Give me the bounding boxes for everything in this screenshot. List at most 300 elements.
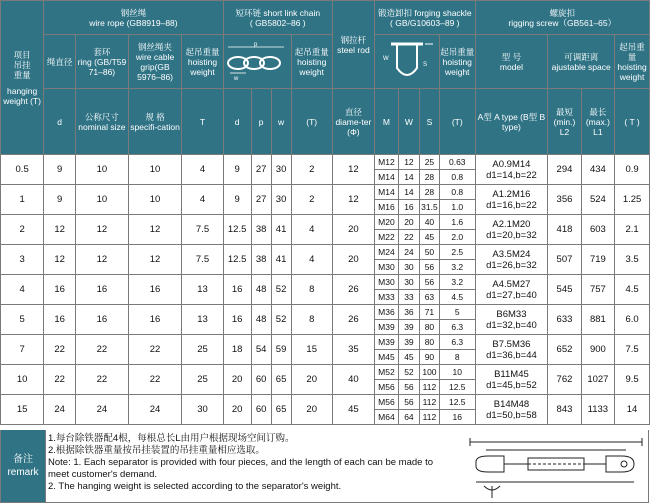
shackle-st-value: 6.3 — [451, 337, 464, 347]
chain-drawing-cell — [223, 35, 291, 89]
chain-w-cell: 59 — [271, 335, 291, 365]
model-cell — [475, 245, 548, 275]
shackle-m-value: M33 — [375, 289, 398, 304]
shackle-m-value: M14 — [375, 169, 398, 184]
shackle-m-cell — [374, 395, 398, 425]
col-d: d — [44, 89, 76, 155]
col-M: M — [374, 89, 398, 155]
shackle-m-cell — [374, 245, 398, 275]
hanging-weight-cell: 2 — [1, 215, 44, 245]
screw-t-cell: 1.25 — [615, 185, 650, 215]
chain-d-cell: 16 — [223, 275, 251, 305]
chain-d-cell: 20 — [223, 365, 251, 395]
model-cell — [475, 185, 548, 215]
remark-line-1: 1.每台除铁器配4根，每根总长L由用户根据现场空间订购。 — [48, 433, 295, 444]
col-chain-T: (T) — [291, 89, 332, 155]
max-length-cell: 1133 — [581, 395, 614, 425]
svg-text:w: w — [234, 75, 239, 81]
shackle-st-value: 3.2 — [451, 277, 464, 287]
grip-cell: 10 — [128, 155, 182, 185]
shackle-s-cell — [419, 305, 439, 335]
chain-p-cell: 48 — [251, 305, 271, 335]
chain-p-cell: 54 — [251, 335, 271, 365]
chain-t-cell: 2 — [291, 155, 332, 185]
chain-w-cell: 41 — [271, 245, 291, 275]
shackle-m-value: M30 — [378, 277, 395, 287]
shackle-st-value: 0.8 — [440, 169, 475, 184]
model-cell — [475, 305, 548, 335]
shackle-m-value: M39 — [375, 319, 398, 334]
shackle-sw-cell — [398, 365, 419, 395]
ring-cell: 16 — [76, 275, 129, 305]
shackle-s-value: 80 — [420, 319, 439, 334]
rope-diameter-header: 绳直径 — [44, 35, 76, 89]
col-screw-T: ( T ) — [615, 89, 650, 155]
model-dims: d1=14,b=22 — [486, 169, 537, 181]
grip-cell: 12 — [128, 215, 182, 245]
rod-diameter-cell: 12 — [332, 185, 374, 215]
model-cell — [475, 365, 548, 395]
model-code: A0.9M14 — [492, 158, 531, 170]
min-length-cell: 294 — [548, 155, 581, 185]
chain-w-cell: 65 — [271, 365, 291, 395]
shackle-s-value: 56 — [424, 277, 435, 287]
model-dims: d1=36,b=44 — [486, 349, 537, 361]
shackle-s-value: 112 — [420, 379, 439, 394]
shackle-st-value: 1.0 — [440, 199, 475, 214]
col-W: W — [398, 89, 419, 155]
grip-cell: 10 — [128, 185, 182, 215]
shackle-st-cell — [439, 365, 475, 395]
max-length-cell: 900 — [581, 335, 614, 365]
shackle-s-value: 63 — [420, 289, 439, 304]
shackle-sw-cell — [398, 395, 419, 425]
shackle-sw-value: 36 — [404, 307, 414, 317]
shackle-st-cell — [439, 155, 475, 185]
chain-w-cell: 52 — [271, 275, 291, 305]
shackle-st-cell — [439, 275, 475, 305]
shackle-s-value: 28 — [420, 169, 439, 184]
rope-t-cell: 30 — [182, 395, 223, 425]
hanging-weight-cell: 0.5 — [1, 155, 44, 185]
shackle-m-cell — [374, 305, 398, 335]
shackle-s-value: 50 — [424, 247, 435, 257]
chain-t-cell: 15 — [291, 335, 332, 365]
rigging-screw-header: 螺旋扣 rigging screw（GB561–65） — [475, 1, 649, 35]
model-dims: d1=50,b=58 — [486, 409, 537, 421]
col-nominal-size: 公称尺寸 nominal size — [76, 89, 129, 155]
col-shackle-T: (T) — [439, 89, 475, 155]
remark-text — [48, 433, 448, 493]
shackle-sw-cell — [398, 185, 419, 215]
model-cell — [475, 215, 548, 245]
rope-hoisting-weight-header: 起吊重量 hoisting weight — [182, 35, 223, 89]
rope-t-cell: 4 — [182, 185, 223, 215]
chain-d-cell: 16 — [223, 305, 251, 335]
chain-t-cell: 8 — [291, 305, 332, 335]
rope-d-cell: 24 — [44, 395, 76, 425]
remark-box — [0, 430, 649, 503]
shackle-m-value: M12 — [378, 157, 395, 167]
shackle-sw-value: 39 — [399, 319, 419, 334]
remark-line-2: 2.根据除铁器重量按吊挂装置的吊挂重量相应选取。 — [48, 445, 265, 456]
chain-p-cell: 27 — [251, 155, 271, 185]
model-code: A1.2M16 — [492, 188, 531, 200]
rope-t-cell: 7.5 — [182, 215, 223, 245]
shackle-st-cell — [439, 335, 475, 365]
ring-cell: 10 — [76, 185, 129, 215]
rod-diameter-cell: 20 — [332, 245, 374, 275]
grip-cell: 22 — [128, 365, 182, 395]
shackle-s-value: 71 — [424, 307, 435, 317]
rigging-screw-drawing — [466, 432, 646, 500]
shackle-sw-value: 12 — [404, 157, 414, 167]
remark-line-4: 2. The hanging weight is selected according to the separator's weight. — [48, 481, 342, 492]
min-length-cell: 356 — [548, 185, 581, 215]
cable-grip-header: 钢丝绳夹 wire cable grip(GB 5976–86) — [128, 35, 182, 89]
shackle-s-cell — [419, 245, 439, 275]
screw-t-cell: 0.9 — [615, 155, 650, 185]
hanging-weight-cell: 15 — [1, 395, 44, 425]
min-length-cell: 633 — [548, 305, 581, 335]
shackle-s-cell — [419, 395, 439, 425]
model-code: A2.1M20 — [492, 218, 531, 230]
shackle-sw-value: 24 — [404, 247, 414, 257]
shackle-st-value: 12.5 — [448, 397, 466, 407]
chain-p-cell: 38 — [251, 245, 271, 275]
model-code: A4.5M27 — [492, 278, 531, 290]
col-type: A型 A type (B型 B type) — [475, 89, 548, 155]
shackle-m-cell — [374, 335, 398, 365]
steel-rod-header: 钢拉杆 steel rod — [332, 1, 374, 89]
shackle-st-value: 0.8 — [451, 187, 464, 197]
shackle-st-value: 6.3 — [440, 319, 475, 334]
col-specification: 规 格 specifi-cation — [128, 89, 182, 155]
shackle-sw-value: 45 — [399, 349, 419, 364]
shackle-m-value: M36 — [378, 307, 395, 317]
grip-cell: 12 — [128, 245, 182, 275]
min-length-cell: 843 — [548, 395, 581, 425]
grip-cell: 22 — [128, 335, 182, 365]
model-dims: d1=16,b=22 — [486, 199, 537, 211]
table-row — [1, 185, 650, 215]
shackle-sw-value: 14 — [399, 169, 419, 184]
chain-w-cell: 30 — [271, 185, 291, 215]
max-length-cell: 757 — [581, 275, 614, 305]
shackle-st-value: 1.6 — [451, 217, 464, 227]
ring-cell: 12 — [76, 245, 129, 275]
rod-diameter-cell: 26 — [332, 305, 374, 335]
chain-d-cell: 9 — [223, 185, 251, 215]
chain-w-cell: 65 — [271, 395, 291, 425]
chain-d-cell: 20 — [223, 395, 251, 425]
hanging-weight-cell: 1 — [1, 185, 44, 215]
rope-d-cell: 16 — [44, 275, 76, 305]
model-header: 型 号 model — [475, 35, 548, 89]
max-length-cell: 603 — [581, 215, 614, 245]
grip-cell: 16 — [128, 305, 182, 335]
table-row — [1, 245, 650, 275]
chain-p-cell: 27 — [251, 185, 271, 215]
shackle-sw-value: 20 — [404, 217, 414, 227]
shackle-sw-value: 30 — [404, 277, 414, 287]
chain-d-cell: 12.5 — [223, 215, 251, 245]
table-row — [1, 305, 650, 335]
ring-cell: 22 — [76, 335, 129, 365]
shackle-m-value: M14 — [378, 187, 395, 197]
shackle-st-value: 8 — [440, 349, 475, 364]
remark-label: 备注 remark — [1, 430, 46, 502]
shackle-s-cell — [419, 185, 439, 215]
rope-d-cell: 16 — [44, 305, 76, 335]
hanging-weight-cell: 10 — [1, 365, 44, 395]
shackle-s-value: 112 — [422, 397, 437, 407]
svg-text:S: S — [422, 61, 427, 68]
shackle-sw-value: 30 — [399, 259, 419, 274]
grip-cell: 24 — [128, 395, 182, 425]
rod-diameter-cell: 26 — [332, 275, 374, 305]
shackle-st-cell — [439, 185, 475, 215]
shackle-s-value: 112 — [420, 409, 439, 424]
model-code: A3.5M24 — [492, 248, 531, 260]
rope-d-cell: 22 — [44, 335, 76, 365]
ring-cell: 10 — [76, 155, 129, 185]
rod-diameter-cell: 12 — [332, 155, 374, 185]
shackle-st-cell — [439, 395, 475, 425]
shackle-st-value: 4.5 — [440, 289, 475, 304]
shackle-m-value: M56 — [378, 397, 395, 407]
forging-shackle-header: 锻造卸扣 forging shackle ( GB/G10603–89 ) — [374, 1, 475, 35]
shackle-s-value: 56 — [420, 259, 439, 274]
chain-t-cell: 8 — [291, 275, 332, 305]
shackle-s-cell — [419, 275, 439, 305]
chain-w-cell: 41 — [271, 215, 291, 245]
ring-cell: 22 — [76, 365, 129, 395]
rope-t-cell: 7.5 — [182, 245, 223, 275]
chain-p-cell: 60 — [251, 395, 271, 425]
shackle-sw-cell — [398, 335, 419, 365]
min-length-cell: 545 — [548, 275, 581, 305]
model-code: B7.5M36 — [492, 338, 531, 350]
screw-t-cell: 6.0 — [615, 305, 650, 335]
model-dims: d1=20,b=32 — [486, 229, 537, 241]
shackle-m-value: M52 — [378, 367, 395, 377]
shackle-m-value: M16 — [375, 199, 398, 214]
rope-t-cell: 13 — [182, 275, 223, 305]
model-cell — [475, 395, 548, 425]
chain-w-cell: 52 — [271, 305, 291, 335]
max-length-cell: 1027 — [581, 365, 614, 395]
min-length-cell: 652 — [548, 335, 581, 365]
shackle-sw-cell — [398, 155, 419, 185]
shackle-sw-value: 14 — [404, 187, 414, 197]
rope-t-cell: 4 — [182, 155, 223, 185]
chain-d-cell: 9 — [223, 155, 251, 185]
chain-d-cell: 12.5 — [223, 245, 251, 275]
col-max: 最长 (max.) L1 — [581, 89, 614, 155]
col-diameter: 直径 diame-ter (Φ) — [332, 89, 374, 155]
chain-t-cell: 4 — [291, 215, 332, 245]
ring-cell: 12 — [76, 215, 129, 245]
grip-cell: 16 — [128, 275, 182, 305]
remark-line-3: Note: 1. Each separator is provided with four pieces, and the length of each can be made to meet customer's demand. — [48, 457, 433, 480]
rope-d-cell: 9 — [44, 155, 76, 185]
table-row — [1, 365, 650, 395]
ring-header: 套环 ring (GB/T59 71–86) — [76, 35, 129, 89]
table-row — [1, 155, 650, 185]
table-body — [1, 155, 650, 425]
chain-t-cell: 4 — [291, 245, 332, 275]
table-row — [1, 275, 650, 305]
rod-diameter-cell: 20 — [332, 215, 374, 245]
shackle-s-cell — [419, 365, 439, 395]
ring-cell: 24 — [76, 395, 129, 425]
col-min: 最短 (min.) L2 — [548, 89, 581, 155]
col-S: S — [419, 89, 439, 155]
rope-d-cell: 12 — [44, 245, 76, 275]
shackle-m-cell — [374, 155, 398, 185]
hanging-weight-cell: 7 — [1, 335, 44, 365]
ring-cell: 16 — [76, 305, 129, 335]
shackle-sw-cell — [398, 245, 419, 275]
chain-hoisting-weight-header: 起吊重量 hoisting weight — [291, 35, 332, 89]
shackle-st-value: 2.5 — [451, 247, 464, 257]
shackle-st-value: 12.5 — [440, 379, 475, 394]
chain-t-cell: 20 — [291, 395, 332, 425]
col-chain-d: d — [223, 89, 251, 155]
shackle-sw-value: 52 — [404, 367, 414, 377]
screw-hoisting-weight-header: 起吊重量 hoisting weight — [615, 35, 650, 89]
shackle-st-value: 16 — [440, 409, 475, 424]
rope-d-cell: 12 — [44, 215, 76, 245]
model-cell — [475, 155, 548, 185]
screw-t-cell: 9.5 — [615, 365, 650, 395]
item-header: 项目 吊挂 重量 hanging weight (T) — [1, 1, 44, 155]
shackle-sw-cell — [398, 275, 419, 305]
min-length-cell: 507 — [548, 245, 581, 275]
shackle-m-value: M30 — [375, 259, 398, 274]
rod-diameter-cell: 45 — [332, 395, 374, 425]
rod-diameter-cell: 40 — [332, 365, 374, 395]
shackle-s-cell — [419, 335, 439, 365]
shackle-m-value: M64 — [375, 409, 398, 424]
screw-t-cell: 2.1 — [615, 215, 650, 245]
chain-p-cell: 60 — [251, 365, 271, 395]
shackle-st-value: 5 — [454, 307, 460, 317]
shackle-s-value: 90 — [420, 349, 439, 364]
hanging-weight-cell: 4 — [1, 275, 44, 305]
shackle-sw-cell — [398, 305, 419, 335]
svg-text:p: p — [254, 41, 258, 48]
shackle-m-value: M22 — [375, 229, 398, 244]
model-cell — [475, 275, 548, 305]
shackle-s-cell — [419, 155, 439, 185]
screw-t-cell: 7.5 — [615, 335, 650, 365]
chain-t-cell: 2 — [291, 185, 332, 215]
screw-t-cell: 3.5 — [615, 245, 650, 275]
shackle-st-cell — [439, 215, 475, 245]
shackle-s-cell — [419, 215, 439, 245]
hanging-weight-cell: 5 — [1, 305, 44, 335]
short-link-chain-header: 短环链 short link chain ( GB5802–86 ) — [223, 1, 332, 35]
chain-p-cell: 48 — [251, 275, 271, 305]
max-length-cell: 719 — [581, 245, 614, 275]
shackle-s-value: 45 — [420, 229, 439, 244]
shackle-m-value: M45 — [375, 349, 398, 364]
model-cell — [475, 335, 548, 365]
model-code: B6M33 — [496, 308, 527, 320]
rope-d-cell: 22 — [44, 365, 76, 395]
rope-t-cell: 25 — [182, 335, 223, 365]
col-T: T — [182, 89, 223, 155]
min-length-cell: 762 — [548, 365, 581, 395]
shackle-m-cell — [374, 365, 398, 395]
rope-t-cell: 13 — [182, 305, 223, 335]
col-w: w — [271, 89, 291, 155]
shackle-icon — [375, 38, 439, 84]
hanging-weight-cell: 3 — [1, 245, 44, 275]
shackle-m-value: M39 — [378, 337, 395, 347]
shackle-s-value: 28 — [424, 187, 435, 197]
shackle-sw-value: 56 — [399, 379, 419, 394]
wire-rope-header: 钢丝绳 wire rope (GB8919–88) — [44, 1, 223, 35]
shackle-m-value: M20 — [378, 217, 395, 227]
screw-t-cell: 14 — [615, 395, 650, 425]
model-dims: d1=45,b=52 — [486, 379, 537, 391]
min-length-cell: 418 — [548, 215, 581, 245]
max-length-cell: 434 — [581, 155, 614, 185]
shackle-s-value: 100 — [422, 367, 437, 377]
chain-p-cell: 38 — [251, 215, 271, 245]
rope-d-cell: 9 — [44, 185, 76, 215]
shackle-s-value: 40 — [424, 217, 435, 227]
shackle-s-value: 25 — [424, 157, 435, 167]
max-length-cell: 881 — [581, 305, 614, 335]
table-row — [1, 335, 650, 365]
svg-text:W: W — [382, 55, 389, 62]
table-row — [1, 215, 650, 245]
shackle-m-value: M24 — [378, 247, 395, 257]
chain-w-cell: 30 — [271, 155, 291, 185]
shackle-st-value: 10 — [452, 367, 462, 377]
shackle-sw-value: 39 — [404, 337, 414, 347]
shackle-sw-value: 33 — [399, 289, 419, 304]
shackle-sw-value: 22 — [399, 229, 419, 244]
shackle-m-cell — [374, 275, 398, 305]
shackle-sw-value: 56 — [404, 397, 414, 407]
shackle-st-cell — [439, 245, 475, 275]
shackle-s-value: 80 — [424, 337, 435, 347]
shackle-st-value: 0.63 — [448, 157, 466, 167]
col-p: p — [251, 89, 271, 155]
shackle-s-value: 31.5 — [420, 199, 439, 214]
shackle-hoisting-weight-header: 起吊重量 hoisting weight — [439, 35, 475, 89]
chain-d-cell: 18 — [223, 335, 251, 365]
model-code: B14M48 — [493, 398, 530, 410]
model-code: B11M45 — [494, 368, 529, 380]
shackle-sw-value: 16 — [399, 199, 419, 214]
screw-t-cell: 4.5 — [615, 275, 650, 305]
shackle-m-cell — [374, 215, 398, 245]
rope-t-cell: 25 — [182, 365, 223, 395]
model-dims: d1=32,b=40 — [486, 319, 537, 331]
shackle-m-cell — [374, 185, 398, 215]
shackle-m-value: M56 — [375, 379, 398, 394]
model-dims: d1=26,b=32 — [486, 259, 537, 271]
shackle-st-value: 2.0 — [440, 229, 475, 244]
table-row — [1, 395, 650, 425]
shackle-st-value: 3.2 — [440, 259, 475, 274]
